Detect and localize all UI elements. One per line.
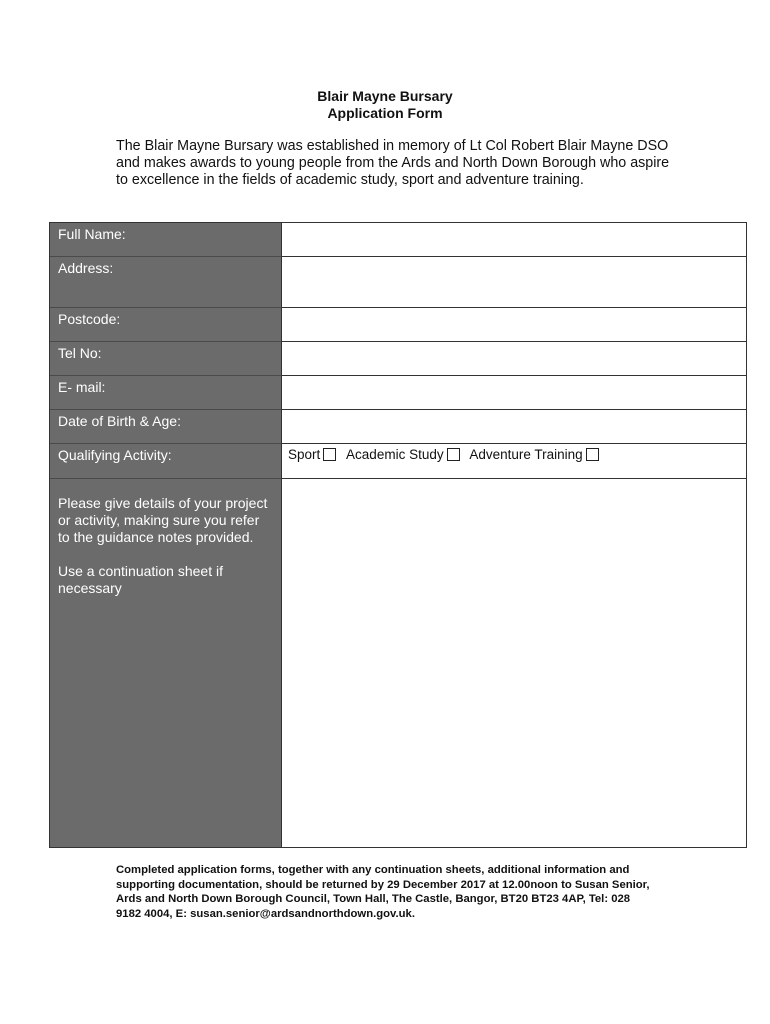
email-field[interactable] (281, 376, 746, 410)
page-subtitle: Application Form (327, 105, 443, 121)
row-full-name (50, 223, 746, 257)
details-field[interactable] (281, 479, 746, 847)
activity-option-academic[interactable] (346, 446, 460, 463)
row-dob (50, 410, 746, 444)
tel-label: Tel No: (50, 342, 281, 376)
row-details (50, 479, 746, 847)
continuation-note: Use a continuation sheet if necessary (58, 563, 223, 596)
details-label: Please give details of your project or activity, making sure you refer to the guidance notes provided. (58, 495, 268, 545)
application-form-table (49, 222, 747, 848)
row-address (50, 257, 746, 308)
row-postcode (50, 308, 746, 342)
submission-instructions: Completed application forms, together with any continuation sheets, additional information and supporting documentation, should be returned by 29 December 2017 at 12.00noon to Susan Senior, Ards and North Down Borough Council, Town Hall, The Castle, Bangor, BT20 BT23 4AP, Tel: 028 9182 4004, E: susan.senior@ardsandnorthdown.gov.uk. (116, 864, 650, 920)
activity-field (281, 444, 746, 479)
activity-options (288, 446, 605, 463)
tel-field[interactable] (281, 342, 746, 376)
address-label: Address: (50, 257, 281, 308)
dob-label: Date of Birth & Age: (50, 410, 281, 444)
adventure-checkbox[interactable] (586, 448, 599, 461)
sport-checkbox[interactable] (323, 448, 336, 461)
page-title: Blair Mayne Bursary (317, 88, 453, 104)
postcode-label: Postcode: (50, 308, 281, 342)
address-field[interactable] (281, 257, 746, 308)
row-activity (50, 444, 746, 479)
activity-label: Qualifying Activity: (50, 444, 281, 479)
academic-checkbox[interactable] (447, 448, 460, 461)
academic-option-label: Academic Study (346, 447, 444, 462)
sport-option-label: Sport (288, 447, 321, 462)
full-name-label: Full Name: (50, 223, 281, 257)
email-label: E- mail: (50, 376, 281, 410)
activity-option-sport[interactable] (288, 446, 336, 463)
intro-paragraph: The Blair Mayne Bursary was established in memory of Lt Col Robert Blair Mayne DSO and makes awards to young people from the Ards and North Down Borough who aspire to excellence in the fields of academic study, sport and adventure training. (116, 138, 670, 188)
row-tel (50, 342, 746, 376)
row-email (50, 376, 746, 410)
details-label-cell (50, 479, 281, 847)
dob-field[interactable] (281, 410, 746, 444)
full-name-field[interactable] (281, 223, 746, 257)
postcode-field[interactable] (281, 308, 746, 342)
adventure-option-label: Adventure Training (469, 447, 583, 462)
form-title-block (0, 88, 770, 122)
activity-option-adventure[interactable] (469, 446, 598, 463)
